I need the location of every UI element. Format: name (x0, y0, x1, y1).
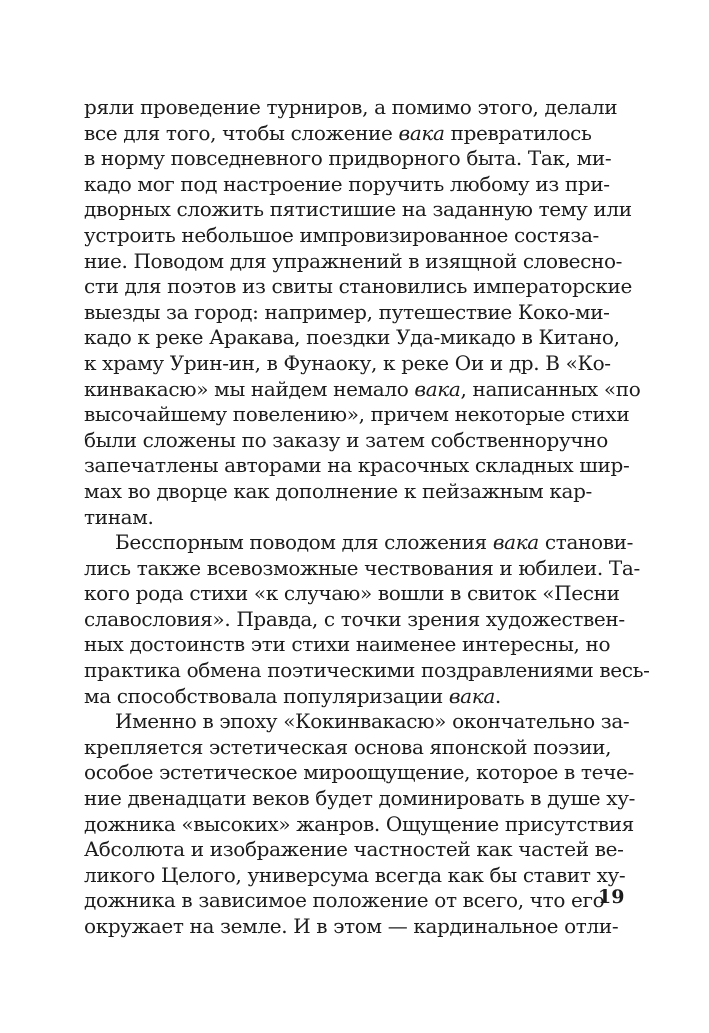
text-segment: ма способствовала популяризации (84, 683, 449, 708)
text-segment: устроить небольшое импровизированное состяза- (84, 222, 599, 247)
text-line (84, 453, 630, 479)
text-line (84, 632, 611, 658)
text-segment: практика обмена поэтическими поздравлениями весь- (84, 658, 650, 683)
italic-term: вака (492, 530, 539, 555)
text-segment: сти для поэтов из свиты становились императорские (84, 274, 633, 299)
text-line (84, 914, 619, 940)
text-line (84, 171, 610, 198)
text-segment: ние двенадцати веков будет доминировать в душе ху- (84, 786, 636, 811)
text-segment: лись также всевозможные чествования и юбилеи. Та- (84, 555, 640, 580)
text-segment: тинам. (84, 504, 154, 529)
text-segment: окружает на земле. И в этом — кардинальное отли- (84, 914, 619, 938)
text-line (84, 811, 634, 838)
text-segment: дворных сложить пятистишие на заданную тему или (84, 197, 632, 222)
text-line (84, 248, 623, 275)
italic-term: вака (398, 120, 445, 145)
text-line (84, 274, 633, 300)
italic-term: вака (448, 683, 495, 708)
text-segment: крепляется эстетическая основа японской поэзии, (84, 734, 612, 759)
text-line (84, 530, 633, 556)
text-line (84, 505, 574, 531)
text-segment: Абсолюта и изображение частностей как частей ве- (84, 837, 624, 862)
text-segment: высочайшему повелению», причем некоторые стихи (84, 402, 630, 427)
text-segment: станови- (538, 530, 633, 555)
text-line (84, 222, 599, 249)
text-segment: особое эстетическое мироощущение, которое в тече- (84, 760, 634, 785)
text-line (84, 760, 634, 786)
text-line (84, 888, 605, 914)
italic-term: вака (414, 376, 461, 401)
text-line (84, 402, 630, 428)
text-segment: в норму повседневного придворного быта. Так, ми- (84, 146, 612, 171)
text-line (84, 606, 625, 633)
text-line (84, 120, 592, 147)
text-segment: дожника «высоких» жанров. Ощущение присутствия (84, 811, 634, 836)
text-segment: ликого Целого, универсума всегда как бы ставит ху- (84, 862, 626, 887)
text-line (84, 427, 608, 454)
text-line (84, 555, 640, 582)
text-segment: кадо к реке Аракава, поездки Уда-микадо в Китано, (84, 325, 620, 350)
text-segment: были сложены по заказу и затем собственноручно (84, 427, 608, 452)
text-line (84, 581, 620, 607)
text-segment: все для того, чтобы сложение (84, 120, 399, 145)
text-segment: славословия». Правда, с точки зрения художествен- (84, 606, 625, 631)
text-line (84, 734, 612, 761)
text-segment: ряли проведение турниров, а помимо этого, делали (84, 95, 618, 119)
text-segment: ных достоинств эти стихи наименее интересны, но (84, 632, 611, 657)
text-segment: дожника в зависимое положение от всего, что его (84, 888, 605, 913)
text-segment: Именно в эпоху «Кокинвакасю» окончательно за- (115, 709, 630, 734)
text-line (84, 786, 636, 812)
text-segment: ние. Поводом для упражнений в изящной словесно- (84, 248, 623, 273)
text-line (84, 709, 630, 735)
text-segment: выезды за город: например, путешествие Коко-ми- (84, 299, 610, 324)
text-segment: запечатлены авторами на красочных складных шир- (84, 453, 630, 478)
text-line (84, 862, 626, 889)
text-line (84, 658, 650, 684)
text-line (84, 95, 618, 121)
text-segment: кого рода стихи «к случаю» вошли в свиток «Песни (84, 581, 620, 606)
text-segment: Бесспорным поводом для сложения (115, 530, 493, 555)
text-line (84, 684, 574, 710)
text-line (84, 837, 624, 863)
text-segment: кадо мог под настроение поручить любому из при- (84, 171, 610, 196)
text-line (84, 350, 611, 377)
text-segment: . (494, 683, 501, 708)
text-line (84, 146, 612, 172)
page-number: 19 (598, 886, 625, 908)
text-segment: , написанных «по (460, 376, 641, 401)
text-segment: кинвакасю» мы найдем немало (84, 376, 415, 401)
text-line (84, 197, 632, 223)
text-line (84, 376, 641, 403)
text-segment: мах во дворце как дополнение к пейзажным кар- (84, 478, 592, 503)
text-line (84, 325, 620, 351)
text-line (84, 299, 610, 326)
text-segment: к храму Урин-ин, в Фунаоку, к реке Ои и др. В «Ко- (84, 350, 611, 375)
text-line (84, 478, 592, 505)
text-segment: превратилось (444, 120, 592, 145)
